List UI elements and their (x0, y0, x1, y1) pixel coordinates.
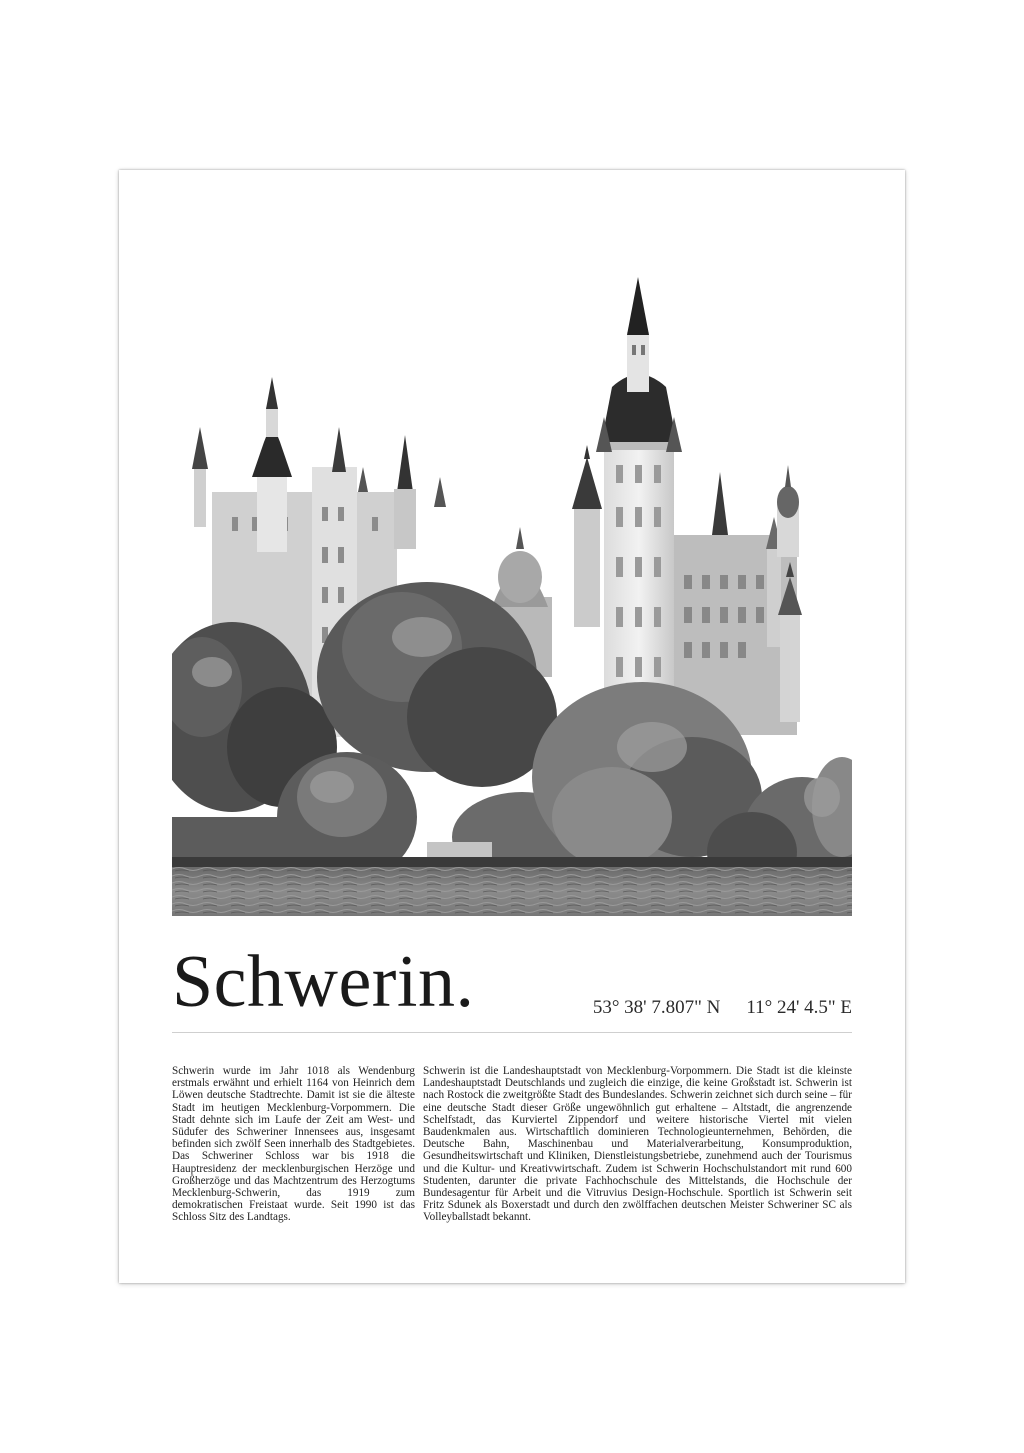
divider-line (172, 1032, 852, 1033)
castle-photo (172, 277, 852, 916)
latitude-text: 53° 38' 7.807" N (592, 997, 721, 1018)
history-text: Schwerin wurde im Jahr 1018 als Wendenburg erstmals erwähnt und erhielt 1164 von Heinrich dem Löwen deutsche Stadtrechte. Damit ist sie die älteste Stadt im heutigen Mecklenburg-Vorpommern. Die Stadt dehnte sich im Laufe der Zeit am West- und Südufer des Schweriner Innensees aus, insgesamt befinden sich zwölf Seen innerhalb des Stadtgebietes. Das Schweriner Schloss war bis 1918 die Hauptresidenz der mecklenburgischen Herzöge und Großherzöge und das Machtzentrum des Herzogtums Mecklenburg-Schwerin, das 1919 zum demokratischen Freistaat wurde. Seit 1990 ist das Schloss Sitz des Landtags. (172, 1065, 415, 1224)
coordinates (593, 997, 852, 1019)
poster-frame (119, 170, 905, 1283)
city-title: Schwerin. (172, 941, 475, 1023)
longitude-text: 11° 24' 4.5" E (746, 997, 852, 1018)
city-description-text: Schwerin ist die Landeshauptstadt von Mecklenburg-Vorpommern. Die Stadt ist die kleinste Landeshauptstadt Deutschlands und zugleich die einzige, die keine Großstadt ist. Schwerin ist nach Rostock die zweitgrößte Stadt des Bundeslandes. Schwerin zeichnet sich durch seine – für eine deutsche Stadt dieser Größe ungewöhnlich gut erhaltene – Altstadt, die angrenzende Schelfstadt, das Kurviertel Zippendorf und weitere historische Viertel mit vielen Baudenkmalen aus. Wirtschaftlich dominieren Technologieunternehmen, Behörden, die Deutsche Bahn, Maschinenbau und Materialverarbeitung, Konsumproduktion, Gesundheitswirtschaft und Kliniken, Dienstleistungsbetriebe, zunehmend auch der Tourismus und die Kultur- und Kreativwirtschaft. Zudem ist Schwerin Hochschulstandort mit rund 600 Studenten, darunter die private Fachhochschule des Mittelstands, die Hochschule der Bundesagentur für Arbeit und die Vitruvius Design-Hochschule. Sportlich ist Schwerin seit Fritz Sdunek als Boxerstadt und durch den zwölffachen deutschen Meister Schweriner SC als Volleyballstadt bekannt. (423, 1065, 852, 1224)
